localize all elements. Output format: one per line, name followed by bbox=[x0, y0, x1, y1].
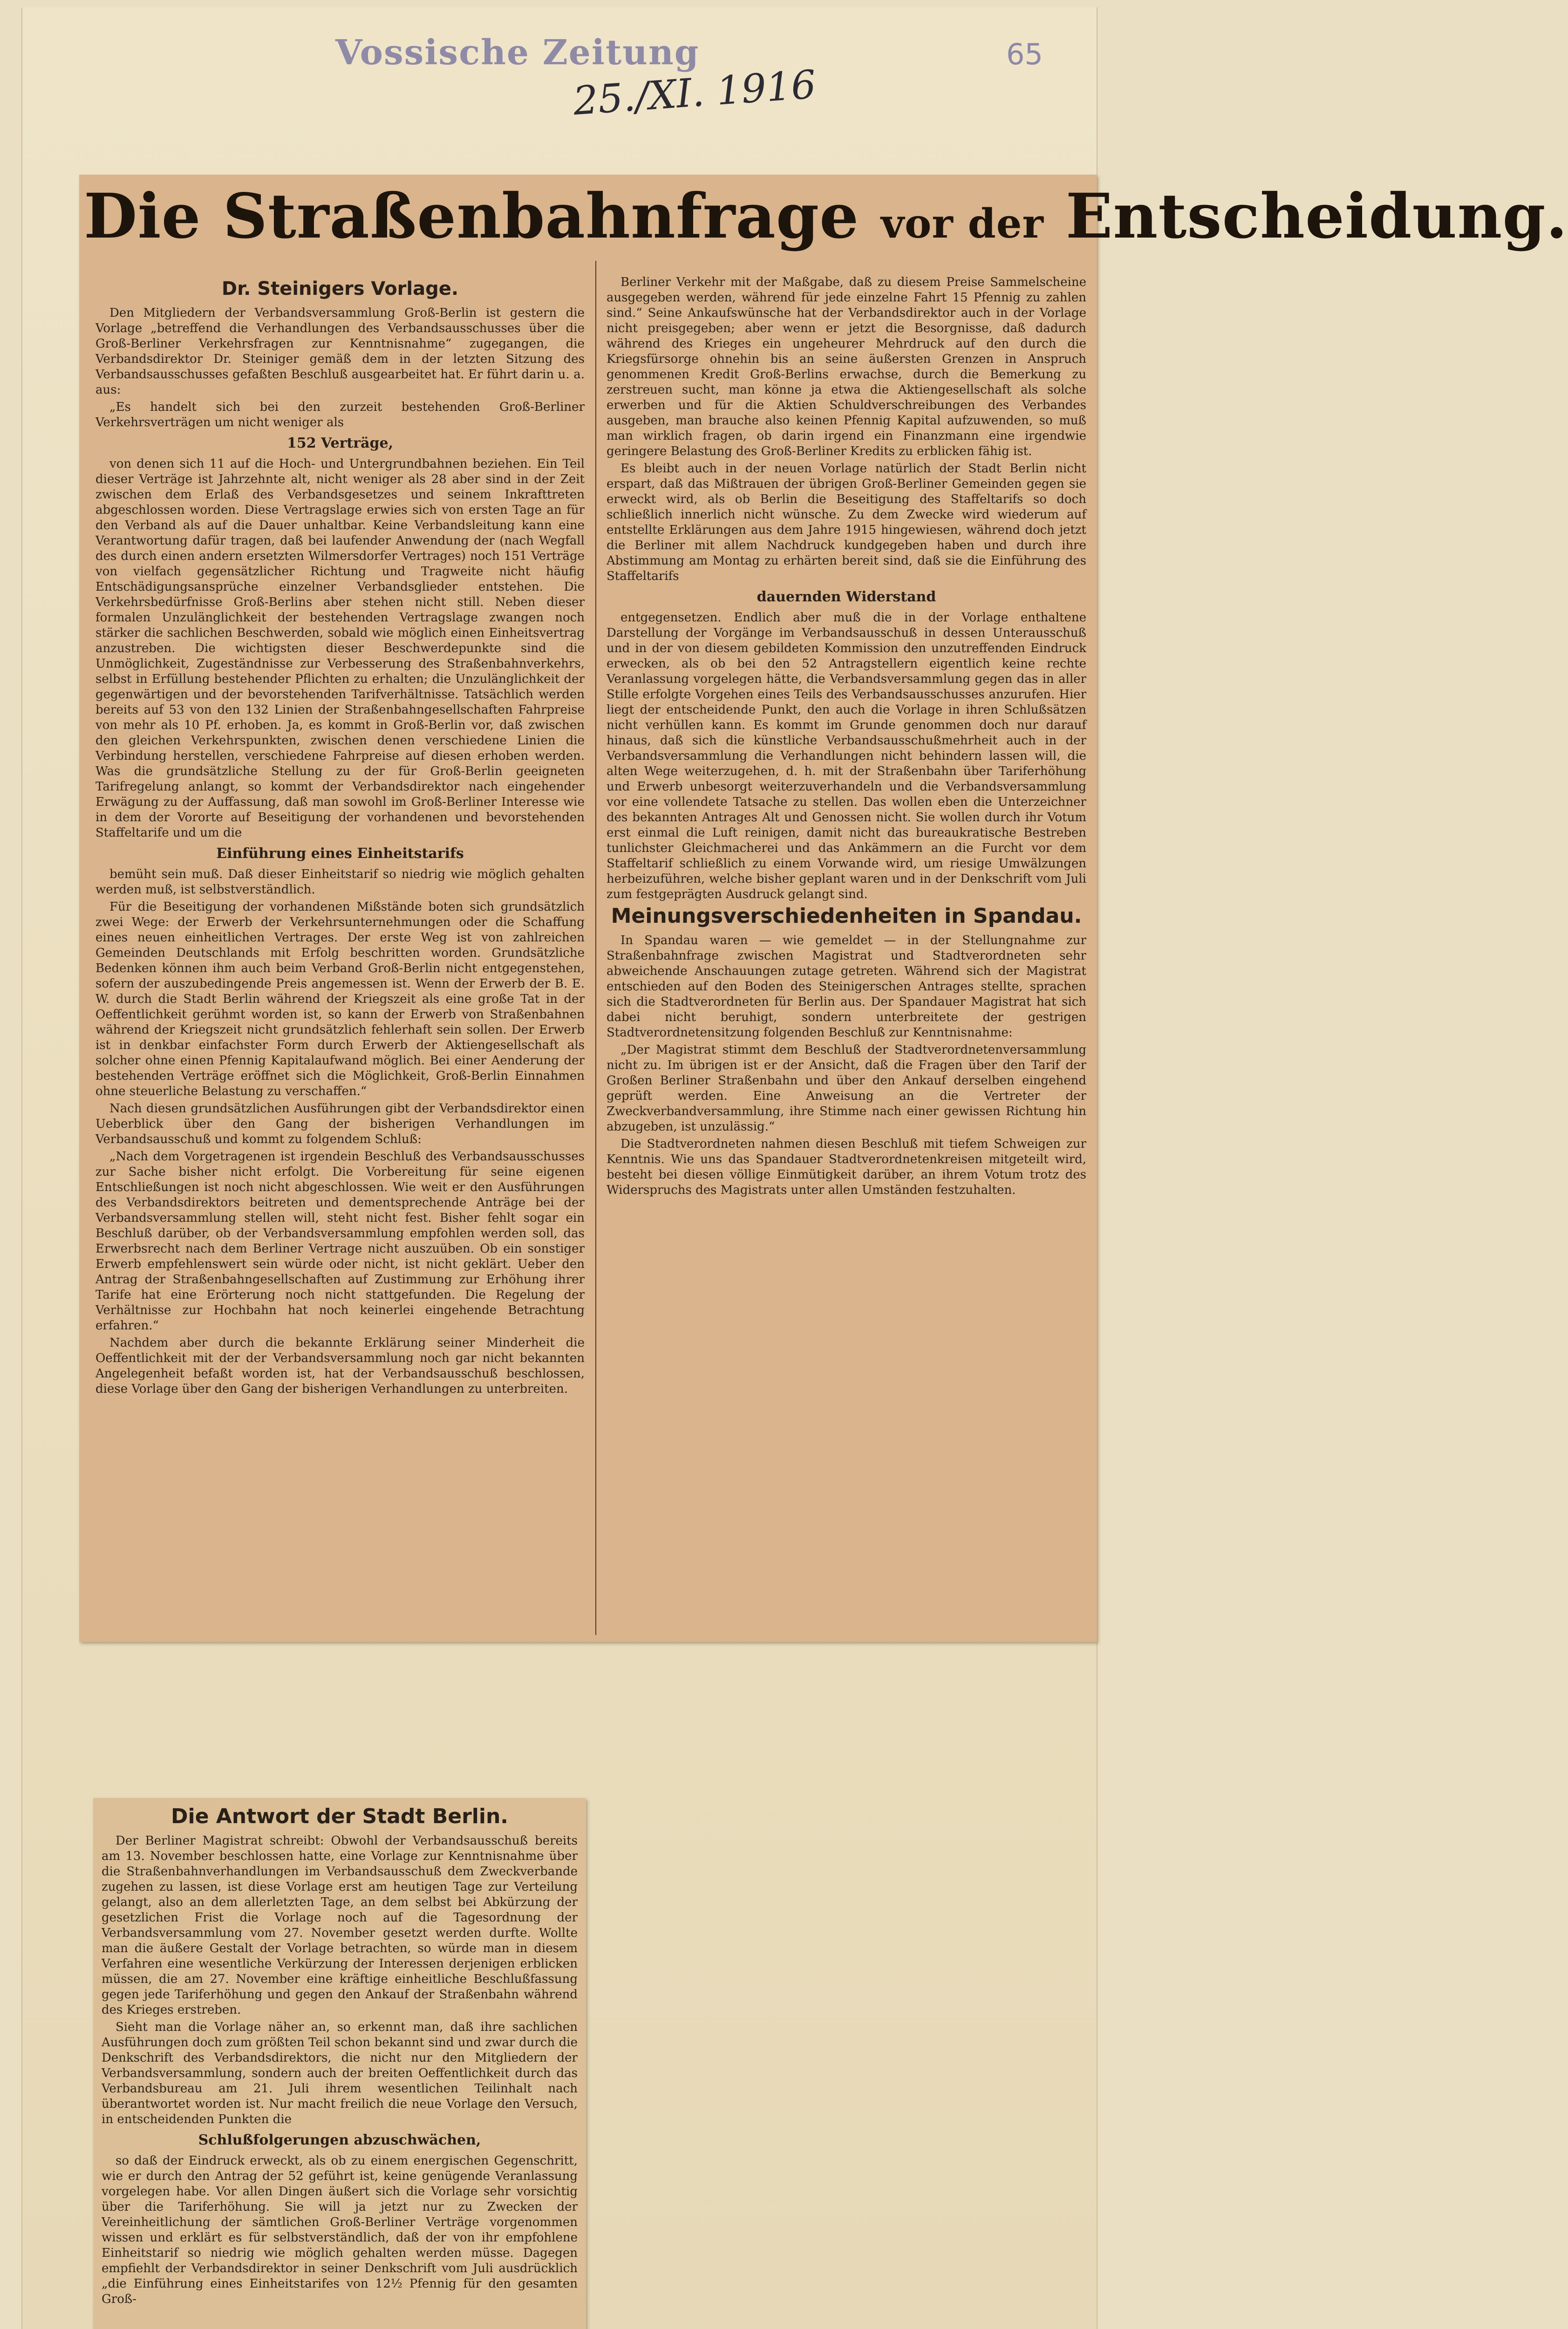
subheading: dauernden Widerstand bbox=[757, 589, 936, 605]
paragraph: Nachdem aber durch die bekannte Erklärung seiner Minderheit die Oeffentlichkeit mit der der Verbandsversammlung noch gar nicht bekannten Angelegenheit befaßt worden ist, hat der Verbandsausschuß beschlossen, diese Vorlage über den Gang der bisherigen Verhandlungen zu unterbreiten. bbox=[95, 1336, 585, 1396]
paragraph: „Der Magistrat stimmt dem Beschluß der Stadtverordnetenversammlung nicht zu. Im übrigen ist er der Ansicht, daß die Fragen über den Tarif der Großen Berliner Straßenbahn und über den Ankauf derselben eingehend geprüft werden. Eine Anweisung an die Vertreter der Zweckverbandversammlung, ihre Stimme nach einer gewissen Richtung hin abzugeben, ist unzulässig.“ bbox=[607, 1043, 1086, 1134]
subheading: Einführung eines Einheitstarifs bbox=[216, 845, 464, 862]
paragraph: bemüht sein muß. Daß dieser Einheitstarif so niedrig wie möglich gehalten werden muß, ist selbstverständlich. bbox=[95, 867, 585, 897]
headline bbox=[84, 179, 1568, 254]
paragraph: entgegensetzen. Endlich aber muß die in der Vorlage enthaltene Darstellung der Vorgänge im Verbandsausschuß in dessen Unterausschuß und in der von diesem gebildeten Kommission den unzutreffenden Eindruck erwecken, als ob bei den 52 Antragstellern eigentlich keine rechte Veranlassung vorgelegen hätte, die Verbandsversammlung gegen das in aller Stille erfolgte Vorgehen eines Teils des Verbandsausschusses anzurufen. Hier liegt der entscheidende Punkt, den auch die Vorlage in ihren Schlußsätzen nicht verhüllen kann. Es kommt im Grunde genommen doch nur darauf hinaus, daß sich die künstliche Verbandsausschußmehrheit auch in der Verbandsversammlung die Verhandlungen nicht behindern lassen will, die alten Wege weiterzugehen, d. h. mit der Straßenbahn über Tariferhöhung und Erwerb unbesorgt weiterzuverhandeln und die Verbandsversammlung vor eine vollendete Tatsache zu stellen. Das wollen eben die Unterzeichner des bekannten Antrages Alt und Genossen nicht. Sie wollen durch ihr Votum erst einmal die Luft reinigen, damit nicht das bureaukratische Bestreben tunlichster Gleichmacherei und das Ankämmern an die Furcht vor dem Staffeltarif schließlich zu einem Vorwande wird, um riesige Umwälzungen herbeizuführen, welche bisher geplant waren und in der Denkschrift vom Juli zum festgeprägten Ausdruck gelangt sind. bbox=[607, 611, 1086, 901]
headline-connector: vor der bbox=[881, 200, 1044, 247]
article-column-1 bbox=[95, 275, 585, 1640]
paragraph: Die Stadtverordneten nahmen diesen Beschluß mit tiefem Schweigen zur Kenntnis. Wie uns das Spandauer Stadtverordnetenkreisen mitgeteilt wird, besteht bei diesen völlige Einmütigkeit darüber, an ihrem Votum trotz des Widerspruchs des Magistrats unter allen Umständen festzuhalten. bbox=[607, 1137, 1086, 1197]
paragraph: Sieht man die Vorlage näher an, so erkennt man, daß ihre sachlichen Ausführungen doch zum größten Teil schon bekannt sind und zwar durch die Denkschrift des Verbandsdirektors, die nicht nur den Mitgliedern der Verbandsversammlung, sondern auch der breiten Oeffentlichkeit durch das Verbandsbureau am 21. Juli ihrem wesentlichen Teilinhalt nach überantwortet worden ist. Nur macht freilich die neue Vorlage den Versuch, in entscheidenden Punkten die bbox=[102, 2020, 578, 2126]
paragraph: Nach diesen grundsätzlichen Ausführungen gibt der Verbandsdirektor einen Ueberblick über den Gang der bisherigen Verhandlungen im Verbandsausschuß und kommt zu folgendem Schluß: bbox=[95, 1102, 585, 1146]
paragraph: so daß der Eindruck erweckt, als ob zu einem energischen Gegenschritt, wie er durch den Antrag der 52 geführt ist, keine genügende Veranlassung vorgelegen habe. Vor allen Dingen äußert sich die Vorlage sehr vorsichtig über die Tariferhöhung. Sie will ja jetzt nur zu Zwecken der Vereinheitlichung der sämtlichen Groß-Berliner Verträge vorgenommen wissen und erklärt es für selbstverständlich, daß der von ihr empfohlene Einheitstarif so niedrig wie möglich gehalten werden müsse. Dagegen empfiehlt der Verbandsdirektor in seiner Denkschrift vom Juli ausdrücklich „die Einführung eines Einheitstarifes von 12½ Pfennig für den gesamten Groß- bbox=[102, 2154, 578, 2306]
subheading: 152 Verträge, bbox=[286, 435, 394, 451]
article-column-2 bbox=[607, 275, 1086, 1640]
paragraph: Berliner Verkehr mit der Maßgabe, daß zu diesem Preise Sammelscheine ausgegeben werden, während für jede einzelne Fahrt 15 Pfennig zu zahlen sind.“ Seine Ankaufswünsche hat der Verbandsdirektor auch in der Vorlage nicht preisgegeben; aber wenn er jetzt die Besorgnisse, daß dadurch während des Krieges ein ungeheurer Mehrdruck auf den durch die Kriegsfürsorge ohnehin bis an seine äußersten Grenzen in Anspruch genommenen Kredit Groß-Berlins erwachse, durch die Bemerkung zu zerstreuen sucht, man könne ja etwa die Aktiengesellschaft als solche erwerben und für die Aktien Schuldverschreibungen des Verbandes ausgeben, man brauche also keinen Pfennig Kapital aufzuwenden, so muß man wirklich fragen, ob darin irgend ein Finanzmann eine irgendwie geringere Belastung des Groß-Berliner Kredits zu erblicken fähig ist. bbox=[607, 275, 1086, 458]
subheading: Schlußfolgerungen abzuschwächen, bbox=[198, 2132, 481, 2148]
paragraph: „Nach dem Vorgetragenen ist irgendein Beschluß des Verbandsausschusses zur Sache bisher nicht erfolgt. Die Vorbereitung für seine eigenen Entschließungen ist noch nicht abgeschlossen. Wie weit er den Ausführungen des Verbandsdirektors beitreten und dementsprechende Anträge bei der Verbandsversammlung stellen will, steht nicht fest. Bisher fehlt sogar ein Beschluß darüber, ob der Verbandsversammlung empfohlen werden soll, das Erwerbsrecht nach dem Berliner Vertrage nicht auszuüben. Ob ein sonstiger Erwerb empfehlenswert sein würde oder nicht, ist nicht geklärt. Ueber den Antrag der Straßenbahngesellschaften auf Zustimmung zur Erhöhung ihrer Tarife hat eine Erörterung noch nicht stattgefunden. Die Regelung der Verhältnisse zur Hochbahn hat noch keinerlei eingehende Betrachtung erfahren.“ bbox=[95, 1150, 585, 1333]
section-title: Dr. Steinigers Vorlage. bbox=[221, 278, 459, 300]
column-divider bbox=[595, 261, 596, 1635]
paragraph: von denen sich 11 auf die Hoch- und Untergrundbahnen beziehen. Ein Teil dieser Verträge ist Jahrzehnte alt, nicht weniger als 28 aber sind in der Zeit zwischen dem Erlaß des Verbandsgesetzes und seinem Inkrafttreten abgeschlossen worden. Diese Vertragslage erwies sich von ersten Tage an für den Verband als auf die Dauer unhaltbar. Keine Verbandsleitung kann eine Verantwortung dafür tragen, daß bei laufender Anwendung der (nach Wegfall des durch einen andern ersetzten Wilmersdorfer Vertrages) noch 151 Verträge von vielfach gegensätzlicher Richtung und Tragweite nicht häufig Entschädigungsansprüche einzelner Verbandsglieder entstehen. Die Verkehrsbedürfnisse Groß-Berlins aber stehen nicht still. Neben dieser formalen Unzulänglichkeit der bestehenden Vertragslage zwangen noch stärker die sachlichen Beschwerden, sobald wie möglich einen Einheitsvertrag anzustreben. Die wichtigsten dieser Beschwerdepunkte sind die Unmöglichkeit, Zugeständnisse zur Verbesserung des Straßenbahnverkehrs, selbst in Erfüllung bestehender Pflichten zu erhalten; die Unzulänglichkeit der gegenwärtigen und der bevorstehenden Tarifverhältnisse. Tatsächlich werden bereits auf 53 von den 132 Linien der Straßenbahngesellschaften Fahrpreise von mehr als 10 Pf. erhoben. Ja, es kommt in Groß-Berlin vor, daß zwischen den gleichen Verkehrspunkten, zwischen denen verschiedene Linien die Verbindung herstellen, verschiedene Fahrpreise auf diesen erhoben werden. Was die grundsätzliche Stellung zu der für Groß-Berlin geeigneten Tarifregelung anlangt, so kommt der Verbandsdirektor nach eingehender Erwägung zu der Auffassung, daß man sowohl im Groß-Berliner Interesse wie in dem der Vororte auf Beseitigung der vorhandenen und bevorstehenden Staffeltarife und um die bbox=[95, 457, 585, 840]
masthead: Vossische Zeitung bbox=[335, 33, 700, 73]
page-number: 65 bbox=[1006, 37, 1043, 71]
section-title: Die Antwort der Stadt Berlin. bbox=[170, 1805, 508, 1828]
paragraph: In Spandau waren — wie gemeldet — in der Stellungnahme zur Straßenbahnfrage zwischen Magistrat und Stadtverordneten sehr abweichende Anschauungen zutage getreten. Während sich der Magistrat entschieden auf den Boden des Steinigerschen Antrages stellte, sprachen sich die Stadtverordneten für Berlin aus. Der Spandauer Magistrat hat sich dabei nicht beruhigt, sondern unterbreitete der gestrigen Stadtverordnetensitzung folgenden Beschluß zur Kenntnisnahme: bbox=[607, 933, 1086, 1040]
section-title: Meinungsverschiedenheiten in Spandau. bbox=[611, 904, 1082, 928]
article-column-3 bbox=[102, 1803, 578, 2329]
paragraph: Für die Beseitigung der vorhandenen Mißstände boten sich grundsätzlich zwei Wege: der Erwerb der Verkehrsunternehmungen oder die Schaffung eines neuen einheitlichen Vertrages. Der erste Weg ist von zahlreichen Gemeinden Deutschlands mit Erfolg beschritten worden. Grundsätzliche Bedenken können ihm auch beim Verband Groß-Berlin nicht entgegenstehen, sofern der auszubedingende Preis angemessen ist. Wenn der Erwerb der B. E. W. durch die Stadt Berlin während der Kriegszeit als eine große Tat in der Oeffentlichkeit gerühmt worden ist, so kann der Erwerb von Straßenbahnen während der Kriegszeit nicht grundsätzlich fehlerhaft sein sollen. Der Erwerb ist in denkbar einfachster Form durch Erwerb der Aktiengesellschaft als solcher ohne einen Pfennig Kapitalaufwand möglich. Bei einer Aenderung der bestehenden Verträge eröffnet sich die Möglichkeit, Groß-Berlin Einnahmen ohne steuerliche Belastung zu verschaffen.“ bbox=[95, 900, 585, 1098]
headline-end: Entscheidung. bbox=[1065, 180, 1568, 252]
paragraph: „Es handelt sich bei den zurzeit bestehenden Groß-Berliner Verkehrsverträgen um nicht weniger als bbox=[95, 400, 585, 429]
paragraph: Es bleibt auch in der neuen Vorlage natürlich der Stadt Berlin nicht erspart, daß das Mißtrauen der übrigen Groß-Berliner Gemeinden gegen sie erweckt wird, als ob Berlin die Beseitigung des Staffeltarifs so doch schließlich innerlich nicht wünsche. Zu dem Zwecke wird wiederum auf entstellte Erklärungen aus dem Jahre 1915 hingewiesen, während doch jetzt die Berliner mit allem Nachdruck kundgegeben haben und durch ihre Abstimmung am Montag zu erhärten bereit sind, daß sie die Einführung des Staffeltarifs bbox=[607, 462, 1086, 583]
paragraph: Den Mitgliedern der Verbandsversammlung Groß-Berlin ist gestern die Vorlage „betreffend die Verhandlungen des Verbandsausschusses über die Groß-Berliner Verkehrsfragen zur Kenntnisnahme“ zugegangen, die Verbandsdirektor Dr. Steiniger gemäß dem in der letzten Sitzung des Verbandsausschusses gefaßten Beschluß ausgearbeitet hat. Er führt darin u. a. aus: bbox=[95, 306, 585, 397]
handwritten-date: 25./XI. 1916 bbox=[572, 61, 818, 124]
headline-main: Die Straßenbahnfrage bbox=[84, 180, 859, 252]
paragraph: Der Berliner Magistrat schreibt: Obwohl der Verbandsausschuß bereits am 13. November beschlossen hatte, eine Vorlage zur Kenntnisnahme über die Straßenbahnverhandlungen im Verbandsausschuß dem Zweckverbande zugehen zu lassen, ist diese Vorlage erst am heutigen Tage zur Verteilung gelangt, also an dem allerletzten Tage, an dem selbst bei Abkürzung der gesetzlichen Frist die Vorlage noch auf die Tagesordnung der Verbandsversammlung vom 27. November gesetzt werden durfte. Wollte man die äußere Gestalt der Vorlage betrachten, so würde man in diesem Verfahren eine wesentliche Verkürzung der Interessen derjenigen erblicken müssen, die am 27. November eine kräftige einheitliche Beschlußfassung gegen jede Tariferhöhung und gegen den Ankauf der Straßenbahn während des Krieges erstreben. bbox=[102, 1834, 578, 2017]
